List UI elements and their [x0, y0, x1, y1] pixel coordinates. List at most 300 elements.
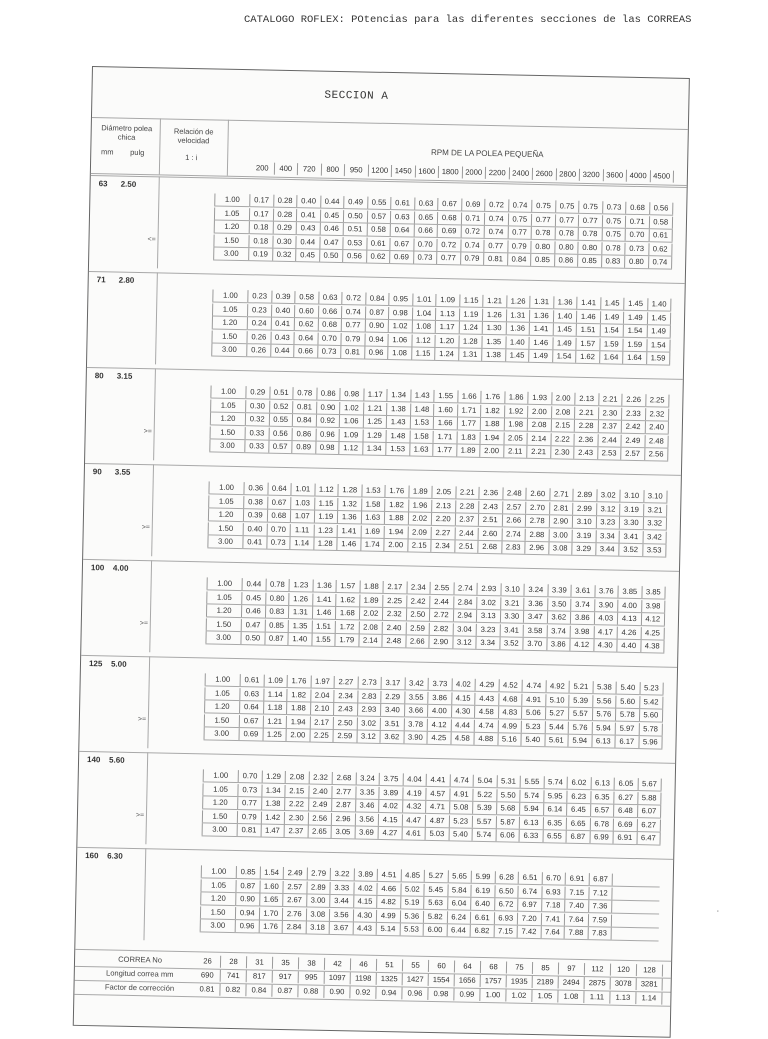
power-value: 5.19	[401, 896, 425, 908]
power-value: 4.83	[498, 706, 522, 718]
power-value: 1.51	[312, 620, 336, 632]
power-value: 7.15	[494, 925, 518, 937]
power-value: 1.63	[361, 512, 385, 524]
power-value: 0.64	[268, 483, 292, 495]
power-value: 0.53	[343, 237, 367, 249]
power-value: 0.98	[340, 388, 364, 400]
power-value: 1.35	[289, 620, 313, 632]
power-value: 2.57	[621, 448, 645, 460]
power-value: 0.57	[367, 210, 391, 222]
section-title: SECCION A	[324, 89, 389, 103]
power-value: 6.05	[615, 778, 639, 790]
power-value: 0.77	[579, 214, 603, 226]
speed-ratio: 1.05	[202, 783, 238, 796]
power-value: 3.23	[477, 623, 501, 635]
ratio-divider	[227, 120, 229, 176]
power-value: 1.42	[261, 811, 285, 823]
power-value: 2.08	[528, 419, 552, 431]
power-value: 2.42	[407, 595, 431, 607]
belt-number: 55	[403, 959, 429, 972]
power-value: 4.26	[618, 626, 642, 638]
power-value: 6.35	[591, 791, 615, 803]
power-value: 0.68	[318, 319, 342, 331]
power-value: 1.68	[336, 607, 360, 619]
page-speck: ·	[716, 905, 720, 917]
group-left-divider	[149, 560, 152, 652]
power-value: 2.78	[526, 515, 550, 527]
power-value: 0.40	[297, 195, 321, 207]
power-value: 3.13	[477, 610, 501, 622]
power-value: 6.02	[568, 777, 592, 789]
power-value: 0.29	[273, 222, 297, 234]
power-value: 5.55	[521, 776, 545, 788]
power-value: 0.26	[247, 344, 271, 356]
power-value: 0.63	[415, 198, 439, 210]
belt-number: 35	[273, 957, 299, 970]
rpm-value: 4000	[627, 170, 651, 182]
power-value: 1.45	[647, 312, 671, 324]
power-value: 6.48	[614, 805, 638, 817]
power-value: 5.74	[473, 829, 497, 841]
power-value: 0.87	[265, 633, 289, 645]
correction-factor: 0.84	[246, 984, 272, 997]
power-value: 3.67	[330, 922, 354, 934]
power-value: 1.41	[530, 323, 554, 335]
power-value: 0.75	[556, 200, 580, 212]
power-value: 5.06	[522, 707, 546, 719]
power-value: 1.59	[600, 338, 624, 350]
power-value: 1.57	[336, 580, 360, 592]
speed-ratio: 1.20	[212, 316, 248, 329]
power-value: 1.38	[482, 349, 506, 361]
power-value: 3.12	[357, 730, 381, 742]
group-left-divider	[157, 176, 160, 268]
group-divider	[83, 559, 679, 572]
power-value: 0.39	[244, 509, 268, 521]
rpm-value: 1450	[392, 165, 416, 177]
power-value: 6.13	[592, 735, 616, 747]
power-value: 0.58	[295, 291, 319, 303]
power-value: 1.12	[315, 484, 339, 496]
power-value: 1.49	[529, 350, 553, 362]
power-value: 0.66	[319, 305, 343, 317]
power-value: 4.38	[641, 640, 665, 652]
power-value: 1.06	[388, 334, 412, 346]
rpm-value: 1600	[415, 166, 439, 178]
power-value: 0.78	[579, 228, 603, 240]
power-value: 0.80	[625, 256, 649, 268]
power-value: 3.73	[429, 678, 453, 690]
belt-number: 112	[585, 963, 611, 976]
power-value: 6.87	[567, 831, 591, 843]
power-value: 5.57	[569, 708, 593, 720]
power-value: 1.89	[360, 594, 384, 606]
power-value: 0.39	[272, 291, 296, 303]
power-value: 0.80	[266, 592, 290, 604]
power-value: 1.93	[528, 392, 552, 404]
power-value: 6.35	[543, 817, 567, 829]
power-value: 3.70	[523, 638, 547, 650]
power-value: 5.61	[545, 734, 569, 746]
power-value: 3.50	[548, 598, 572, 610]
power-value: 1.34	[262, 784, 286, 796]
power-value: 0.40	[272, 304, 296, 316]
rpm-value: 2600	[533, 168, 557, 180]
speed-ratio: 1.05	[204, 687, 240, 700]
diameter-mm: 100	[90, 563, 105, 573]
power-value: 6.23	[567, 790, 591, 802]
power-value: 1.71	[434, 430, 458, 442]
power-value: 4.52	[499, 679, 523, 691]
power-value: 5.74	[520, 789, 544, 801]
power-value: 1.13	[436, 307, 460, 319]
power-value: 0.74	[485, 212, 509, 224]
power-value: 2.08	[552, 406, 576, 418]
power-value: 0.33	[246, 427, 270, 439]
power-value: 3.02	[357, 717, 381, 729]
power-value: 5.39	[473, 802, 497, 814]
power-value: 5.53	[400, 923, 424, 935]
power-value: 1.23	[290, 579, 314, 591]
diameter-mm: 140	[86, 755, 101, 765]
power-value: 1.36	[506, 322, 530, 334]
power-value: 6.06	[496, 829, 520, 841]
power-value: 0.57	[269, 441, 293, 453]
power-value: 1.36	[554, 296, 578, 308]
power-value: 4.12	[570, 639, 594, 651]
power-value: 1.24	[435, 348, 459, 360]
power-value: 2.96	[332, 812, 356, 824]
power-value: 0.92	[316, 415, 340, 427]
power-value: 3.00	[549, 529, 573, 541]
group-left-divider	[155, 272, 158, 364]
power-value: 0.55	[269, 414, 293, 426]
rpm-value: 2800	[556, 168, 580, 180]
power-value: 2.50	[406, 608, 430, 620]
power-value: 1.26	[507, 295, 531, 307]
power-value: 1.12	[412, 334, 436, 346]
power-value: 3.30	[620, 517, 644, 529]
power-value: 6.99	[590, 831, 614, 843]
power-value: 5.45	[424, 883, 448, 895]
power-value: 3.86	[428, 691, 452, 703]
power-value: 3.90	[404, 731, 428, 743]
power-value: 5.38	[593, 681, 617, 693]
power-value: 1.48	[387, 429, 411, 441]
power-value: 2.60	[526, 488, 550, 500]
power-value: 3.86	[547, 638, 571, 650]
power-value: 0.68	[438, 211, 462, 223]
speed-ratio: 1.00	[205, 673, 241, 686]
power-value: 2.90	[429, 636, 453, 648]
power-value: 6.82	[471, 925, 495, 937]
power-value: 1.54	[647, 339, 671, 351]
power-value: 3.58	[524, 624, 548, 636]
limit-sign: >=	[141, 524, 151, 532]
power-value: 0.60	[295, 305, 319, 317]
power-value: 0.51	[344, 223, 368, 235]
belt-length: 1757	[481, 975, 507, 988]
power-value: 2.34	[407, 581, 431, 593]
power-value: 2.20	[432, 513, 456, 525]
group-divider	[81, 655, 677, 668]
power-value: 1.45	[506, 349, 530, 361]
diameter-pulg: 6.30	[107, 851, 123, 861]
power-value: 4.92	[546, 680, 570, 692]
power-value: 7.20	[518, 912, 542, 924]
power-value: 2.60	[479, 527, 503, 539]
power-value: 4.85	[401, 869, 425, 881]
rpm-value: 400	[274, 163, 298, 175]
power-value: 4.44	[451, 719, 475, 731]
power-value: 5.27	[545, 707, 569, 719]
power-value: 2.04	[311, 689, 335, 701]
power-value: 1.07	[291, 510, 315, 522]
power-value: 6.97	[518, 899, 542, 911]
power-value: 1.01	[291, 483, 315, 495]
power-value: 0.75	[508, 213, 532, 225]
power-value: 3.12	[597, 503, 621, 515]
limit-sign: <=	[147, 236, 156, 244]
rpm-value: 3600	[603, 169, 627, 181]
power-value: 2.34	[334, 689, 358, 701]
rpm-value: 200	[251, 162, 275, 174]
power-value: 2.05	[432, 486, 456, 498]
page-header: CATALOGO ROFLEX: POtencias para las diferentes secciones de las CORREAS	[244, 14, 692, 26]
power-value: 4.51	[378, 869, 402, 881]
power-value: 4.29	[476, 679, 500, 691]
power-value: 0.19	[249, 248, 273, 260]
power-value: 3.10	[620, 490, 644, 502]
belt-length: 1325	[377, 973, 403, 986]
power-value: 3.17	[382, 677, 406, 689]
power-value: 2.59	[333, 730, 357, 742]
correction-factor: 1.14	[636, 992, 662, 1005]
power-value: 2.57	[283, 881, 307, 893]
power-value: 2.94	[453, 609, 477, 621]
power-value: 0.79	[508, 240, 532, 252]
power-value: 0.67	[438, 198, 462, 210]
power-value: 1.06	[340, 415, 364, 427]
power-value: 2.27	[335, 676, 359, 688]
power-value: 2.00	[286, 729, 310, 741]
power-value: 4.00	[618, 599, 642, 611]
diameter-pulg: 4.00	[112, 563, 129, 573]
power-value: 0.32	[273, 249, 297, 261]
power-value: 5.21	[570, 681, 594, 693]
power-value: 3.23	[596, 516, 620, 528]
power-value: 0.69	[390, 251, 414, 263]
power-value: 2.32	[646, 408, 670, 420]
rpm-value: 800	[321, 164, 345, 176]
power-value: 1.40	[648, 298, 672, 310]
power-value: 1.21	[364, 402, 388, 414]
power-value: 0.65	[414, 211, 438, 223]
power-value: 0.17	[250, 208, 274, 220]
power-value: 6.14	[544, 803, 568, 815]
speed-ratio: 3.00	[207, 535, 243, 548]
power-value: 1.25	[363, 416, 387, 428]
power-value: 0.56	[343, 250, 367, 262]
power-value: 0.28	[273, 208, 297, 220]
power-value: 1.88	[360, 580, 384, 592]
power-value: 0.79	[238, 811, 262, 823]
power-value: 0.84	[293, 414, 317, 426]
power-value: 1.43	[387, 416, 411, 428]
power-value: 6.55	[543, 830, 567, 842]
power-value: 2.15	[408, 539, 432, 551]
power-value: 1.98	[504, 418, 528, 430]
power-value: 1.94	[385, 525, 409, 537]
group-divider	[85, 463, 681, 476]
power-value: 2.43	[479, 500, 503, 512]
power-value: 2.02	[359, 607, 383, 619]
ratio-unit-header: 1 : i	[185, 152, 198, 163]
power-value: 0.70	[267, 523, 291, 535]
power-value: 2.13	[575, 393, 599, 405]
power-value: 0.85	[578, 255, 602, 267]
power-value: 0.38	[244, 496, 268, 508]
power-value: 0.68	[626, 202, 650, 214]
power-value: 0.77	[342, 319, 366, 331]
belt-number: 38	[299, 957, 325, 970]
power-value: 0.17	[250, 194, 274, 206]
power-value: 4.74	[475, 719, 499, 731]
power-value: 5.40	[521, 734, 545, 746]
power-value: 2.57	[503, 501, 527, 513]
power-value: 2.08	[359, 621, 383, 633]
power-value: 4.58	[475, 706, 499, 718]
power-value: 2.43	[574, 447, 598, 459]
power-value: 0.80	[555, 241, 579, 253]
speed-ratio: 1.50	[210, 426, 246, 439]
power-value: 6.51	[519, 872, 543, 884]
belt-number: 97	[559, 963, 585, 976]
power-value: 1.82	[481, 404, 505, 416]
power-value: 3.46	[356, 799, 380, 811]
rpm-value: 2400	[509, 167, 533, 179]
power-value: 6.19	[471, 884, 495, 896]
power-value: 0.18	[250, 221, 274, 233]
power-value: 1.89	[457, 444, 481, 456]
power-value: 6.91	[613, 832, 637, 844]
belt-number: 64	[455, 960, 481, 973]
power-value: 5.82	[424, 910, 448, 922]
diameter-pulg: 3.15	[116, 371, 133, 381]
power-value: 0.55	[368, 197, 392, 209]
power-value: 0.89	[292, 441, 316, 453]
power-value: 0.77	[437, 252, 461, 264]
power-value: 0.70	[239, 770, 263, 782]
power-value: 0.44	[271, 345, 295, 357]
power-value: 2.48	[503, 487, 527, 499]
power-value: 4.61	[402, 827, 426, 839]
power-value: 0.72	[461, 225, 485, 237]
power-value: 1.74	[361, 538, 385, 550]
power-value: 2.66	[502, 514, 526, 526]
speed-ratio: 1.50	[200, 906, 236, 919]
power-value: 5.84	[448, 884, 472, 896]
power-value: 1.76	[259, 921, 283, 933]
power-value: 0.74	[461, 239, 485, 251]
power-value: 2.48	[645, 435, 669, 447]
power-value: 0.45	[242, 592, 266, 604]
mm-header: mm	[100, 147, 114, 157]
speed-ratio: 1.00	[212, 289, 248, 302]
power-value: 6.00	[424, 924, 448, 936]
limit-sign: >=	[135, 812, 145, 820]
power-value: 5.94	[568, 735, 592, 747]
belt-length: 1198	[351, 972, 377, 985]
power-value: 0.41	[297, 209, 321, 221]
speed-ratio: 1.00	[208, 481, 244, 494]
power-value: 1.36	[338, 511, 362, 523]
power-value: 1.60	[434, 403, 458, 415]
power-value: 0.96	[365, 347, 389, 359]
power-value: 2.55	[430, 582, 454, 594]
power-value: 0.71	[626, 215, 650, 227]
power-value: 2.13	[432, 499, 456, 511]
speed-ratio: 1.20	[202, 796, 238, 809]
belt-length: 1656	[455, 974, 481, 987]
power-value: 0.43	[271, 331, 295, 343]
power-value: 2.83	[358, 690, 382, 702]
power-value: 6.13	[520, 816, 544, 828]
power-value: 1.88	[287, 702, 311, 714]
power-value: 2.40	[645, 421, 669, 433]
power-value: 1.03	[291, 497, 315, 509]
power-value: 1.28	[314, 538, 338, 550]
power-value: 0.63	[240, 688, 264, 700]
power-value: 0.73	[267, 537, 291, 549]
power-value: 1.02	[389, 320, 413, 332]
power-value: 0.61	[391, 197, 415, 209]
power-value: 6.04	[448, 897, 472, 909]
power-value: 1.15	[460, 294, 484, 306]
power-value: 2.51	[479, 514, 503, 526]
power-value: 2.15	[551, 419, 575, 431]
power-value: 3.29	[572, 543, 596, 555]
power-value: 2.74	[454, 582, 478, 594]
power-value: 4.02	[354, 882, 378, 894]
power-value: 0.30	[246, 400, 270, 412]
power-value: 2.27	[432, 526, 456, 538]
power-value: 0.50	[344, 210, 368, 222]
correction-factor: 0.82	[220, 984, 246, 997]
power-value: 5.76	[569, 721, 593, 733]
power-value: 4.03	[594, 612, 618, 624]
power-value: 4.71	[426, 801, 450, 813]
power-value: 0.26	[247, 331, 271, 343]
power-value: 0.72	[437, 238, 461, 250]
power-value: 5.76	[592, 708, 616, 720]
power-value: 3.36	[524, 597, 548, 609]
power-value: 3.90	[595, 599, 619, 611]
power-value: 6.17	[615, 736, 639, 748]
power-value: 5.74	[544, 776, 568, 788]
speed-ratio: 1.20	[214, 220, 250, 233]
power-value: 1.08	[388, 347, 412, 359]
correction-factor: 0.81	[194, 983, 220, 996]
power-value: 0.23	[248, 304, 272, 316]
power-value: 2.21	[575, 406, 599, 418]
power-value: 0.63	[391, 211, 415, 223]
power-value: 2.30	[599, 407, 623, 419]
group-left-divider	[143, 848, 146, 940]
power-value: 2.40	[383, 621, 407, 633]
power-value: 6.33	[520, 830, 544, 842]
power-value: 0.45	[320, 209, 344, 221]
